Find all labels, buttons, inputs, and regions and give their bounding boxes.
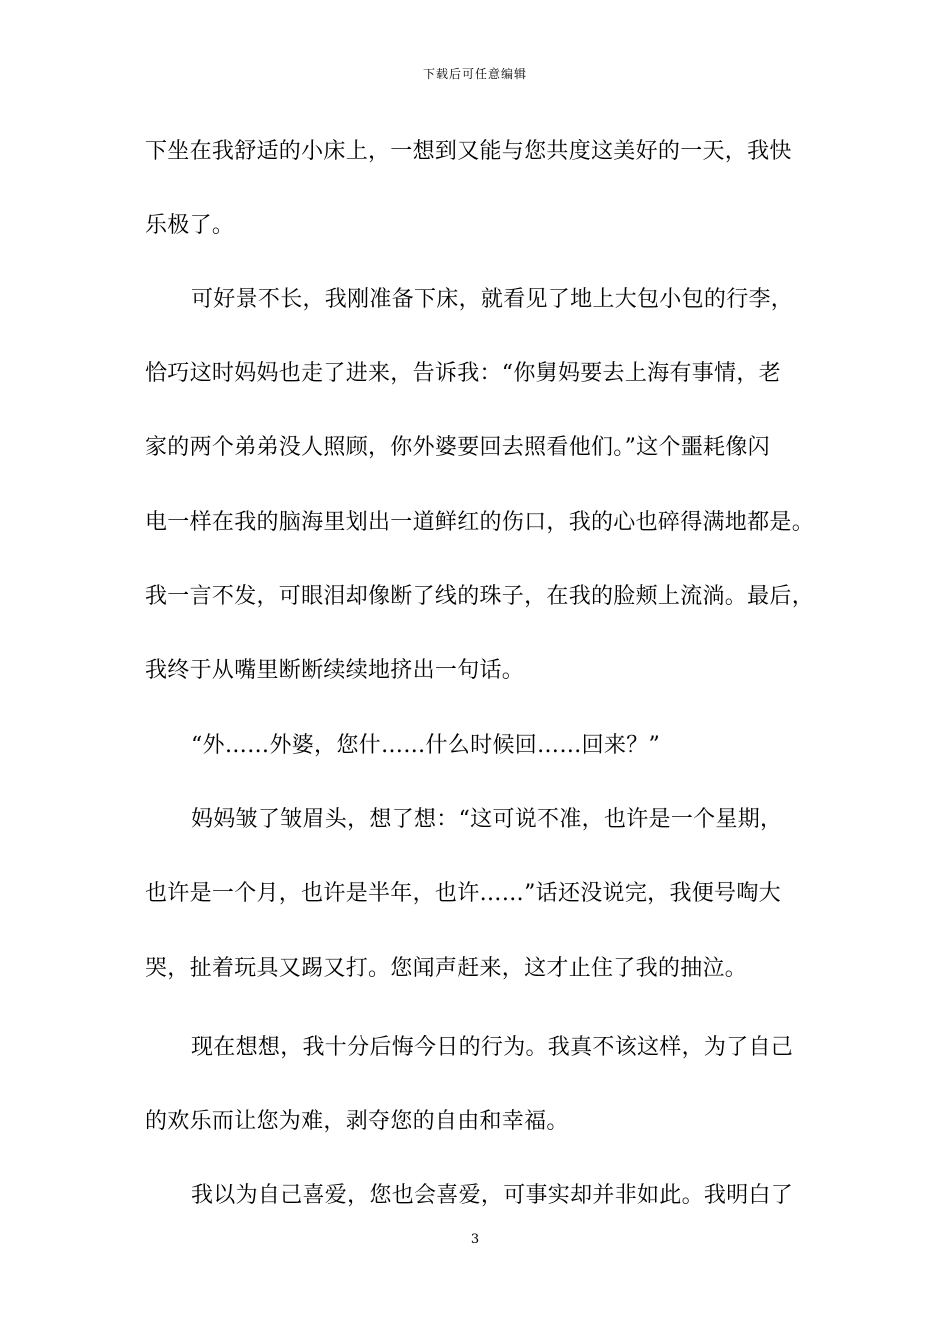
body-line: 我以为自己喜爱，您也会喜爱，可事实却并非如此。我明白了 [191, 1183, 794, 1208]
body-line: 电一样在我的脑海里划出一道鲜红的伤口，我的心也碎得满地都是。 [145, 510, 815, 535]
body-line: 恰巧这时妈妈也走了进来，告诉我：“你舅妈要去上海有事情，老 [145, 361, 781, 386]
body-line: 乐极了。 [145, 213, 235, 238]
body-line: 我终于从嘴里断断续续地挤出一句话。 [145, 658, 525, 683]
body-line: 哭，扯着玩具又踢又打。您闻声赶来，这才止住了我的抽泣。 [145, 956, 748, 981]
page-number: 3 [470, 1232, 480, 1247]
page-header: 下载后可任意编辑 [422, 67, 527, 81]
body-line: 家的两个弟弟没人照顾，你外婆要回去照看他们。”这个噩耗像闪 [145, 435, 770, 460]
body-line: 也许是一个月，也许是半年，也许……”话还没说完，我便号啕大 [145, 881, 781, 906]
body-line: 的欢乐而让您为难，剥夺您的自由和幸福。 [145, 1109, 569, 1134]
body-line: 下坐在我舒适的小床上，一想到又能与您共度这美好的一天，我快 [145, 139, 792, 164]
body-line: 妈妈皱了皱眉头，想了想：“这可说不准，也许是一个星期， [191, 807, 783, 832]
body-line: 可好景不长，我刚准备下床，就看见了地上大包小包的行李， [191, 287, 794, 312]
body-line: “外……外婆，您什……什么时候回……回来？” [191, 733, 661, 758]
body-line: 我一言不发，可眼泪却像断了线的珠子，在我的脸颊上流淌。最后， [145, 584, 815, 609]
body-line: 现在想想，我十分后悔今日的行为。我真不该这样，为了自己 [191, 1035, 794, 1060]
